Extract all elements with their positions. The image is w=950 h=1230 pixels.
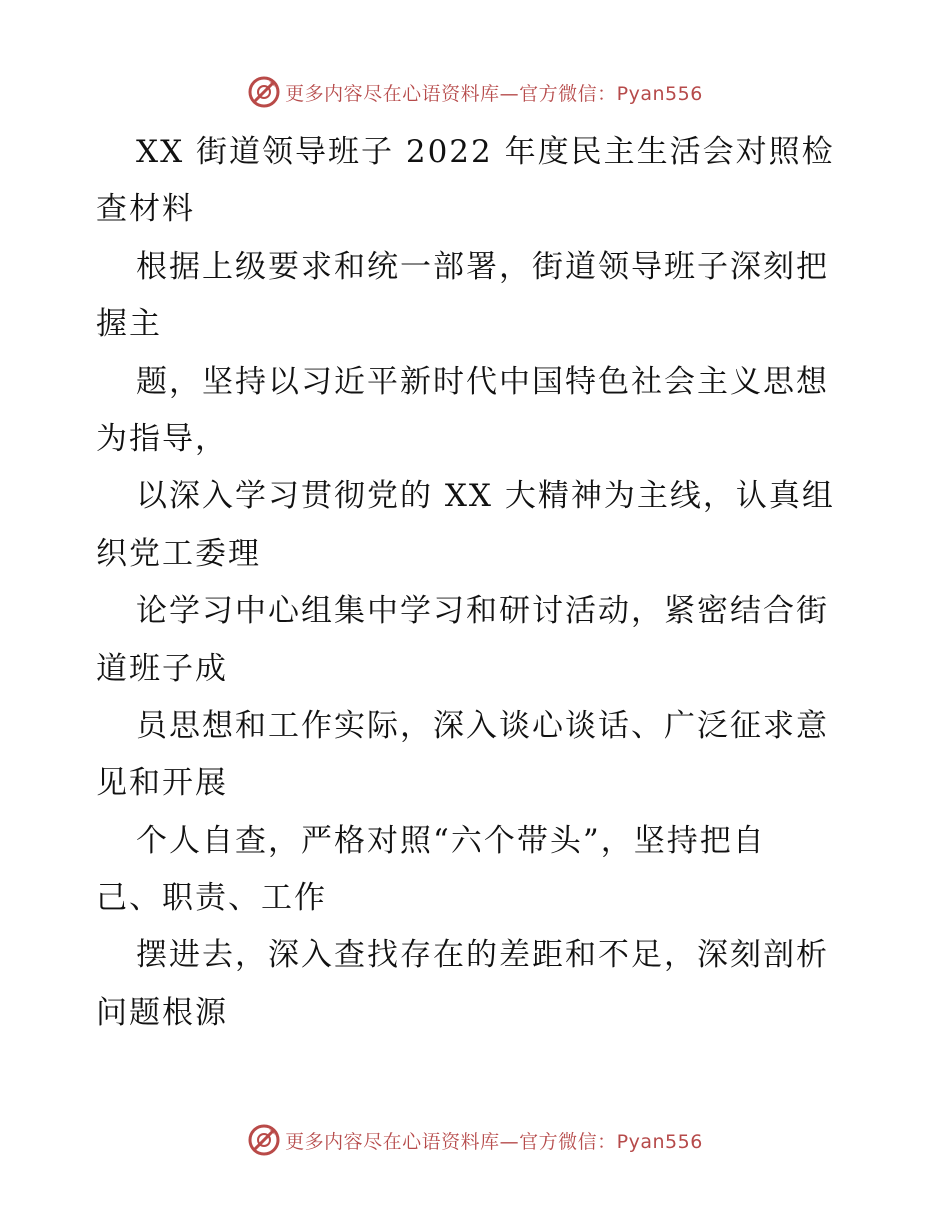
watermark-text: 更多内容尽在心语资料库—官方微信：Pyan556 — [285, 82, 703, 105]
text-line: 题，坚持以习近平新时代中国特色社会主义思想 — [136, 363, 829, 400]
text-line: 道班子成 — [96, 650, 228, 687]
brand-logo-icon — [247, 75, 281, 109]
text-line: 握主 — [96, 306, 162, 343]
watermark-text: 更多内容尽在心语资料库—官方微信：Pyan556 — [285, 1130, 703, 1153]
header-watermark — [0, 72, 950, 112]
brand-logo-icon — [247, 1123, 281, 1157]
text-line: 个人自查，严格对照“六个带头”，坚持把自 — [136, 822, 766, 859]
text-line: 查材料 — [96, 191, 195, 228]
text-line: 见和开展 — [96, 765, 228, 802]
text-line: 为指导， — [96, 420, 228, 457]
text-line: XX 街道领导班子 2022 年度民主生活会对照检 — [136, 134, 835, 170]
text-line: 员思想和工作实际，深入谈心谈话、广泛征求意 — [136, 707, 829, 744]
text-line: 摆进去，深入查找存在的差距和不足，深刻剖析 — [136, 937, 829, 974]
text-line: 以深入学习贯彻党的 XX 大精神为主线，认真组 — [136, 478, 835, 515]
text-line: 论学习中心组集中学习和研讨活动，紧密结合街 — [136, 593, 829, 630]
text-line: 织党工委理 — [96, 535, 261, 572]
document-body — [96, 124, 856, 1042]
text-line: 己、职责、工作 — [96, 880, 327, 917]
footer-watermark — [0, 1120, 950, 1160]
text-line: 问题根源 — [96, 994, 228, 1031]
text-line: 根据上级要求和统一部署，街道领导班子深刻把 — [136, 248, 829, 285]
